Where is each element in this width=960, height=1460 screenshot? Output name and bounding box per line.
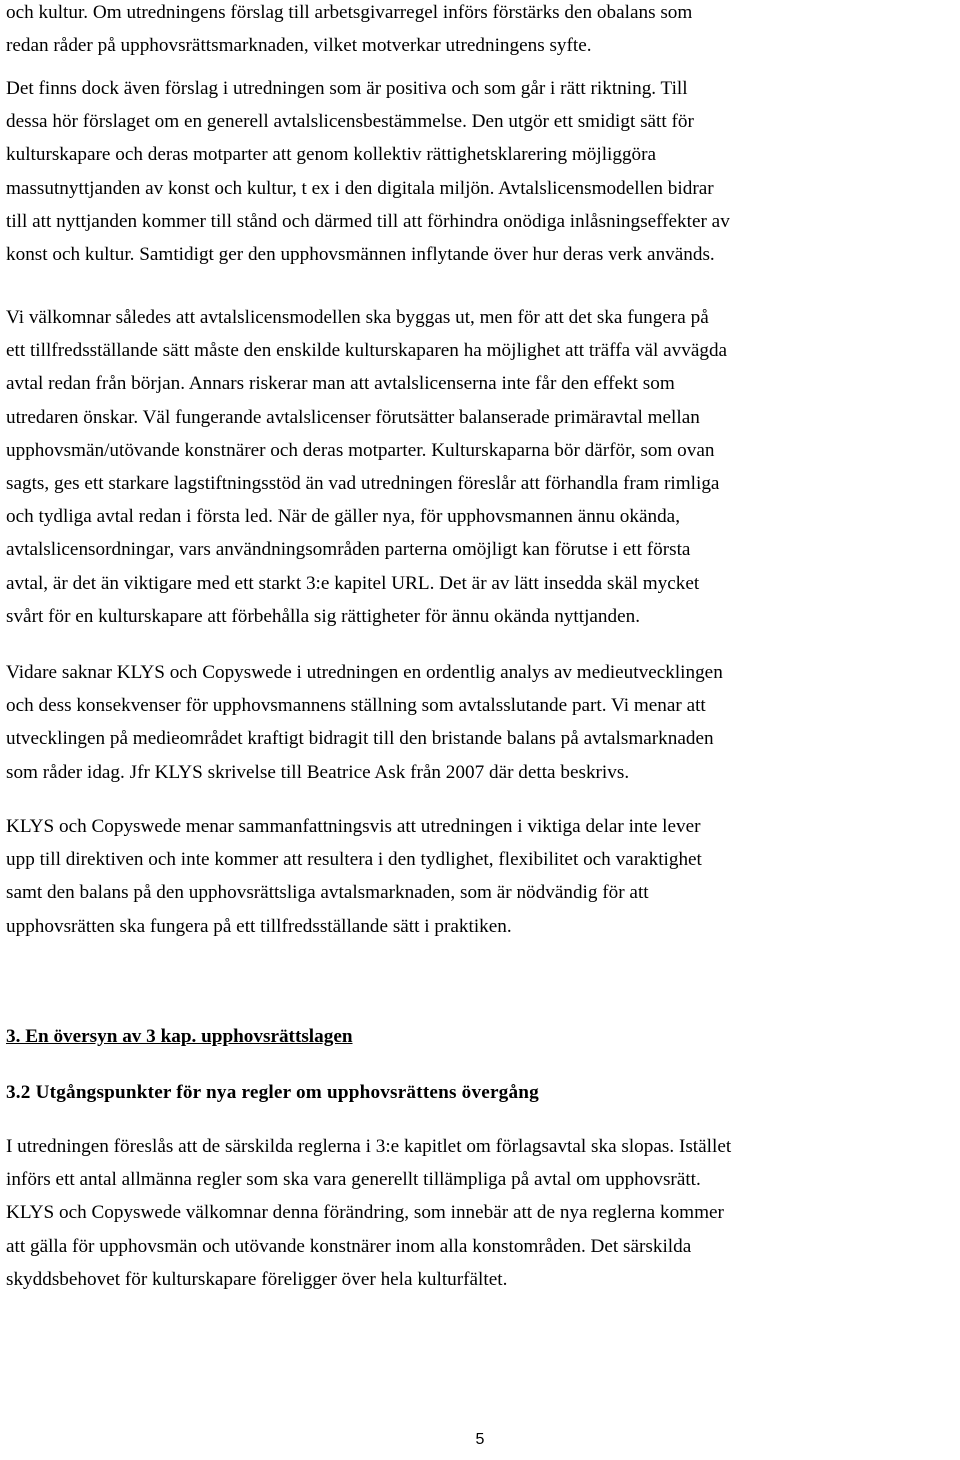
text-line: upphovsrätten ska fungera på ett tillfredsställande sätt i praktiken.	[6, 915, 512, 937]
text-line: redan råder på upphovsrättsmarknaden, vilket motverkar utredningens syfte.	[6, 35, 592, 57]
section-heading: 3. En översyn av 3 kap. upphovsrättslagen	[6, 1026, 353, 1047]
paragraph-new-rules	[6, 1130, 954, 1296]
paragraph-intro	[6, 0, 954, 62]
text-line: att gälla för upphovsmän och utövande konstnärer inom alla konstområden. Det särskilda	[6, 1235, 692, 1257]
text-line: avtal redan från början. Annars riskerar man att avtalslicenserna inte får den effekt som	[6, 373, 675, 395]
text-line: avtal, är det än viktigare med ett starkt 3:e kapitel URL. Det är av lätt insedda skäl mycket	[6, 572, 700, 594]
text-line: upp till direktiven och inte kommer att resultera i den tydlighet, flexibilitet och varaktighet	[6, 849, 702, 871]
text-line: som råder idag. Jfr KLYS skrivelse till Beatrice Ask från 2007 där detta beskrivs.	[6, 761, 630, 783]
text-line: utredaren önskar. Väl fungerande avtalslicenser förutsätter balanserade primäravtal mellan	[6, 406, 700, 428]
paragraph-positive-proposals	[6, 72, 954, 271]
text-line: kulturskapare och deras motparter att genom kollektiv rättighetsklarering möjliggöra	[6, 144, 657, 166]
text-line: och tydliga avtal redan i första led. När de gäller nya, för upphovsmannen ännu okända,	[6, 506, 680, 528]
text-line: upphovsmän/utövande konstnärer och deras motparter. Kulturskaparna bör därför, som ovan	[6, 439, 715, 461]
text-line: och dess konsekvenser för upphovsmannens ställning som avtalsslutande part. Vi menar att	[6, 695, 706, 717]
text-line: sagts, ges ett starkare lagstiftningsstöd än vad utredningen föreslår att förhandla fram rimliga	[6, 473, 720, 495]
subsection-heading: 3.2 Utgångspunkter för nya regler om upphovsrättens övergång	[6, 1082, 539, 1103]
text-line: utvecklingen på medieområdet kraftigt bidragit till den bristande balans på avtalsmarknaden	[6, 728, 714, 750]
paragraph-media-analysis	[6, 656, 954, 789]
text-line: skyddsbehovet för kulturskapare föreligger över hela kulturfältet.	[6, 1268, 508, 1290]
text-line: massutnyttjanden av konst och kultur, t ex i den digitala miljön. Avtalslicensmodellen bidrar	[6, 177, 714, 199]
text-line: Det finns dock även förslag i utredningen som är positiva och som går i rätt riktning. Till	[6, 78, 688, 99]
text-line: ett tillfredsställande sätt måste den enskilde kulturskaparen ha möjlighet att träffa väl avvägda	[6, 340, 728, 362]
text-line: Vi välkomnar således att avtalslicensmodellen ska byggas ut, men för att det ska fungera på	[6, 307, 709, 328]
text-line: KLYS och Copyswede menar sammanfattningsvis att utredningen i viktiga delar inte lever	[6, 816, 701, 837]
text-line: dessa hör förslaget om en generell avtalslicensbestämmelse. Den utgör ett smidigt sätt för	[6, 111, 694, 133]
text-line: KLYS och Copyswede välkomnar denna förändring, som innebär att de nya reglerna kommer	[6, 1202, 724, 1224]
text-line: konst och kultur. Samtidigt ger den upphovsmännen inflytande över hur deras verk används.	[6, 244, 715, 266]
paragraph-summary	[6, 810, 954, 943]
text-line: svårt för en kulturskapare att förbehålla sig rättigheter för ännu okända nyttjanden.	[6, 605, 641, 627]
text-line: och kultur. Om utredningens förslag till arbetsgivarregel införs förstärks den obalans som	[6, 2, 693, 23]
text-line: till att nyttjanden kommer till stånd och därmed till att förhindra onödiga inlåsningseffekter av	[6, 210, 730, 232]
text-line: Vidare saknar KLYS och Copyswede i utredningen en ordentlig analys av medieutvecklingen	[6, 662, 723, 683]
text-line: samt den balans på den upphovsrättsliga avtalsmarknaden, som är nödvändig för att	[6, 882, 649, 904]
page-number: 5	[475, 1431, 485, 1448]
paragraph-licensing-model	[6, 301, 954, 633]
text-line: avtalslicensordningar, vars användningsområden parterna omöjligt kan förutse i ett första	[6, 539, 691, 561]
text-line: I utredningen föreslås att de särskilda reglerna i 3:e kapitlet om förlagsavtal ska slopas. Istället	[6, 1136, 732, 1157]
text-line: införs ett antal allmänna regler som ska vara generellt tillämpliga på avtal om upphovsrätt.	[6, 1169, 701, 1191]
